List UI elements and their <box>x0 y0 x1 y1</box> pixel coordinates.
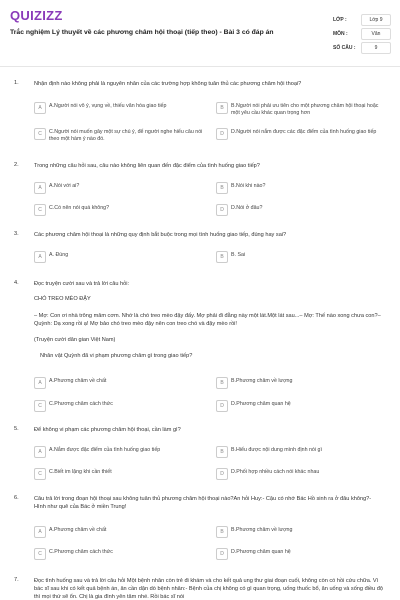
quizizz-logo: QUIZIZZ <box>10 8 63 23</box>
question-3 <box>14 231 386 265</box>
question-number: 2. <box>14 162 19 168</box>
meta-count-value: 9 <box>361 42 391 54</box>
question-number: 3. <box>14 231 19 237</box>
option-text: D.Phương châm quan hệ <box>231 401 291 407</box>
meta-subject-label: MÔN : <box>333 31 348 37</box>
option-letter: C <box>34 468 46 480</box>
option-text: D.Phương châm quan hệ <box>231 549 291 555</box>
option-text: A.Nắm được đặc điểm của tình huống giao tiếp <box>49 447 161 453</box>
story-source: (Truyện cười dân gian Việt Nam) <box>34 337 116 343</box>
worksheet-header <box>0 0 400 67</box>
option-text: C.Người nói muốn gây một sự chú ý, để người nghe hiểu câu nói theo một hàm ý nào đó. <box>49 129 203 142</box>
question-text: Trong những câu hỏi sau, câu nào không liên quan đến đặc điểm của tình huống giao tiếp? <box>34 163 260 169</box>
option-letter: D <box>216 204 228 216</box>
question-number: 4. <box>14 280 19 286</box>
question-1 <box>14 80 386 150</box>
option-letter: B <box>216 446 228 458</box>
option-text: B.Phương châm về lượng <box>231 378 293 384</box>
meta-grade <box>333 14 391 28</box>
option-text: A.Phương châm về chất <box>49 527 107 533</box>
story-text: – Mợ: Con ơi nhà trông mâm cơm. Nhớ là chó treo mèo đậy đấy. Mợ phải đi đằng này một lát.Một lát sau...– Mợ: Thế nào xong chưa con?– Quỳnh: Dạ xong rồi ạ! Mợ bảo chó treo mèo đậy nên con treo chó và đậy mèo rồi! <box>34 313 381 327</box>
question-number: 5. <box>14 426 19 432</box>
question-text: Câu trả lời trong đoạn hội thoại sau không tuân thủ phương châm hội thoại nào?An hỏi Huy:- Cậu có nhớ Bác Hồ sinh ra ở đâu không?- Hình như quê của Bác ở miền Trung! <box>34 496 372 510</box>
meta-count-label: SỐ CÂU : <box>333 45 356 51</box>
option-letter: D <box>216 468 228 480</box>
question-text: Nhận định nào không phải là nguyên nhân của các trường hợp không tuân thủ các phương châm hội thoại? <box>34 81 302 87</box>
option-text: D.Nói ở đâu? <box>231 205 263 211</box>
option-text: B. Sai <box>231 252 246 258</box>
option-text: B.Nói khi nào? <box>231 183 266 189</box>
option-text: D.Người nói nắm được các đặc điểm của tình huống giao tiếp <box>231 129 377 135</box>
option-letter: C <box>34 548 46 560</box>
meta-grade-value: Lớp 9 <box>361 14 391 26</box>
option-letter: A <box>34 446 46 458</box>
option-letter: B <box>216 526 228 538</box>
option-text: C.Phương châm cách thức <box>49 549 113 555</box>
story-title: CHÓ TREO MÈO ĐẬY <box>34 296 91 302</box>
option-letter: A <box>34 526 46 538</box>
option-letter: A <box>34 182 46 194</box>
option-text: D.Phối hợp nhiều cách nói khác nhau <box>231 469 320 475</box>
option-text: C.Biết im lặng khi cần thiết <box>49 469 112 475</box>
meta-subject-value: Văn <box>361 28 391 40</box>
question-6 <box>14 495 386 561</box>
question-4 <box>14 280 386 416</box>
meta-count <box>333 42 391 56</box>
option-letter: C <box>34 400 46 412</box>
option-letter: C <box>34 128 46 140</box>
option-text: A.Người nói vô ý, vụng về, thiếu văn hóa giao tiếp <box>49 103 167 109</box>
question-2 <box>14 162 386 220</box>
option-letter: C <box>34 204 46 216</box>
option-text: C.Có nên nói quá không? <box>49 205 110 211</box>
option-letter: B <box>216 377 228 389</box>
sub-question-text: Nhân vật Quỳnh đã vi phạm phương châm gì trong giao tiếp? <box>40 353 193 359</box>
question-number: 1. <box>14 80 19 86</box>
option-letter: A <box>34 102 46 114</box>
option-text: B.Phương châm về lượng <box>231 527 293 533</box>
option-letter: A <box>34 251 46 263</box>
option-letter: B <box>216 102 228 114</box>
question-number: 6. <box>14 495 19 501</box>
option-letter: B <box>216 251 228 263</box>
question-text: Để không vi phạm các phương châm hội thoại, cần làm gì? <box>34 427 181 433</box>
meta-subject <box>333 28 391 42</box>
question-number: 7. <box>14 577 19 583</box>
option-text: B.Người nói phải ưu tiên cho một phương châm hội thoại hoặc một yêu cầu khác quan trọng hơn <box>231 103 379 116</box>
worksheet-meta <box>333 14 391 56</box>
option-text: C.Phương châm cách thức <box>49 401 113 407</box>
option-letter: B <box>216 182 228 194</box>
meta-grade-label: LỚP : <box>333 17 347 23</box>
question-5 <box>14 426 386 482</box>
question-text: Đọc tình huống sau và trả lời câu hỏi Một bệnh nhân còn trẻ đi khám và cho kết quả ung thư giai đoạn cuối, không còn có hồi cứu chữa. Vì bác sĩ sau khi có kết quả bệnh án, ân cần dặn dò bệnh nhân:- Bệnh của chị không có gì quan trọng, uống thuốc bổ, ăn uống và sống điều độ thì mọi thứ sẽ ổn. Chị là gia đình yên tâm nhé. Rồi bác sĩ nói <box>34 578 383 600</box>
question-text: Đọc truyện cười sau và trả lời câu hỏi: <box>34 281 130 287</box>
option-letter: D <box>216 548 228 560</box>
worksheet-title: Trắc nghiệm Lý thuyết về các phương châm hội thoại (tiếp theo) - Bài 3 có đáp án <box>10 29 274 36</box>
question-7 <box>14 577 386 600</box>
option-text: A. Đúng <box>49 252 69 258</box>
option-text: B.Hiểu được nội dung mình định nói gì <box>231 447 322 453</box>
question-text: Các phương châm hội thoại là những quy định bắt buộc trong mọi tình huống giao tiếp, đúng hay sai? <box>34 232 287 238</box>
option-letter: D <box>216 400 228 412</box>
option-text: A.Nói với ai? <box>49 183 80 189</box>
option-text: A.Phương châm về chất <box>49 378 107 384</box>
option-letter: A <box>34 377 46 389</box>
option-letter: D <box>216 128 228 140</box>
